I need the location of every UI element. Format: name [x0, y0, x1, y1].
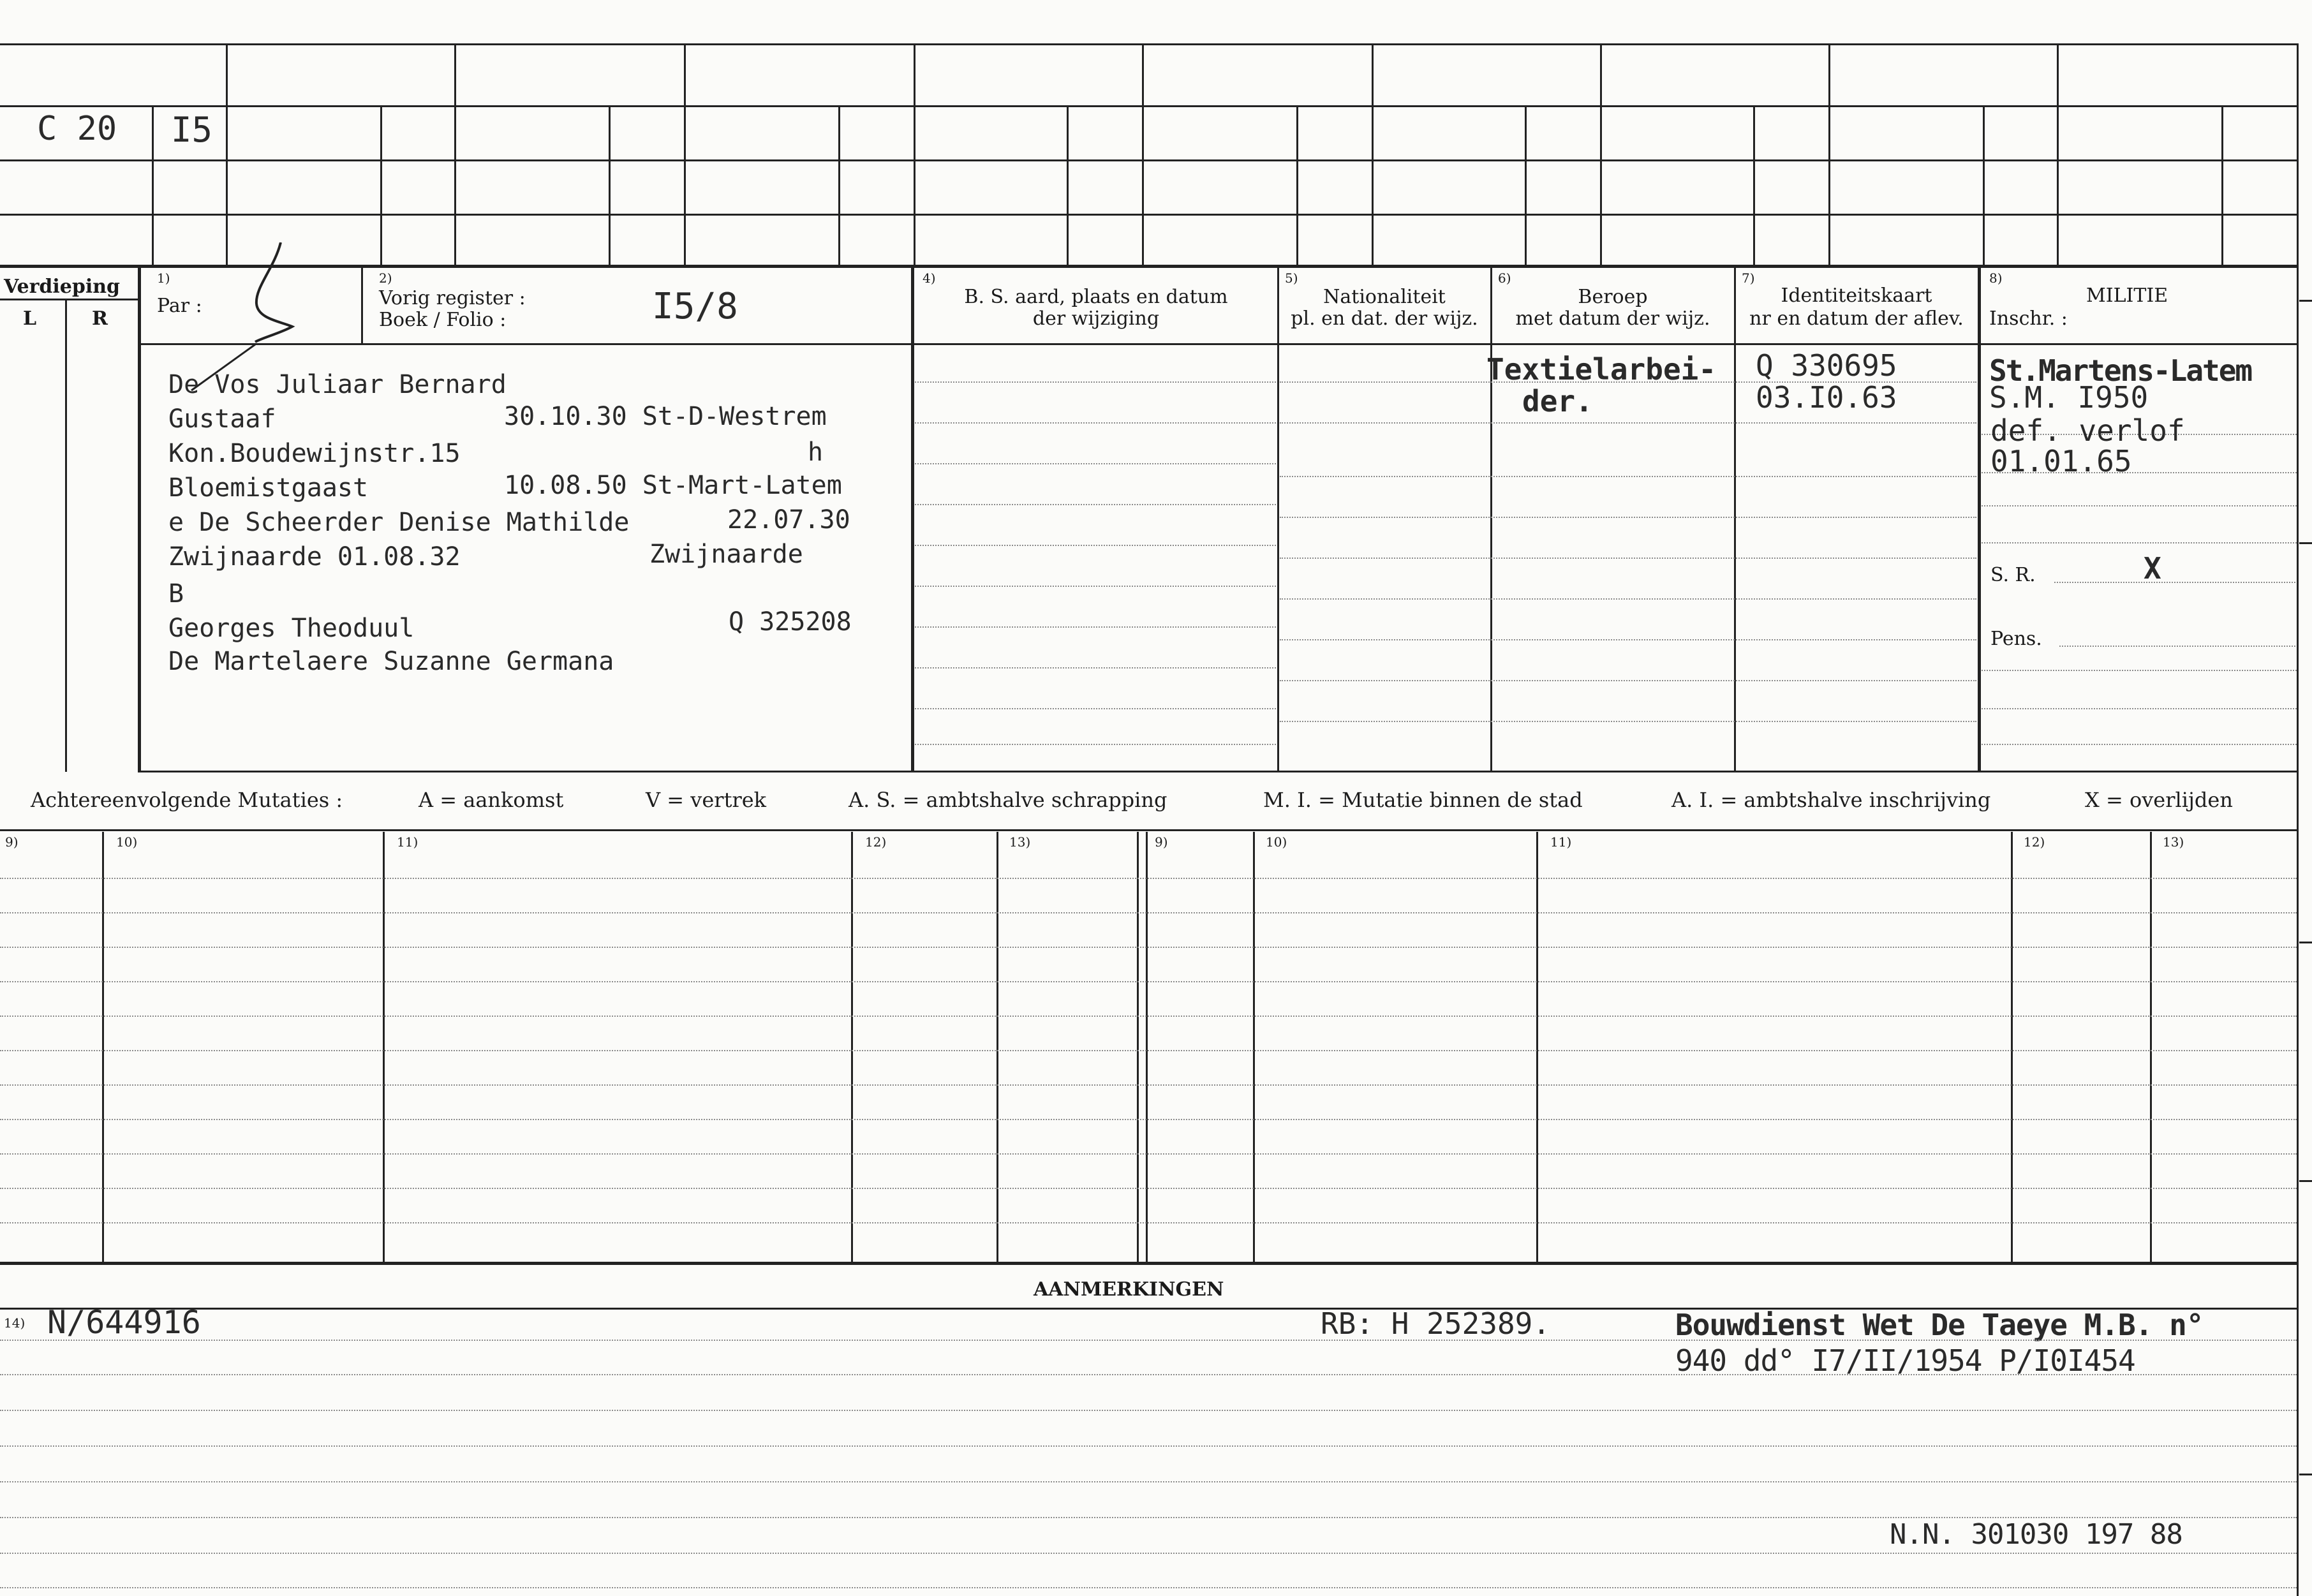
- pens-dotted: [2059, 646, 2295, 647]
- mut-col-13-left: 13): [1009, 834, 1031, 850]
- aanmerkingen-bouwdienst-2: 940 dd° I7/II/1954 P/I0I454: [1675, 1343, 2135, 1378]
- rule: [0, 265, 2297, 268]
- dotted-row: [0, 1410, 2297, 1411]
- dotted-row: [1280, 639, 1976, 640]
- dotted-row: [0, 1553, 2297, 1554]
- bs-header-1: B. S. aard, plaats en datum: [964, 286, 1228, 308]
- mut-col: [851, 832, 853, 1262]
- bs-number: 4): [923, 270, 936, 286]
- rule: [0, 299, 139, 300]
- legend-v: V = vertrek: [646, 788, 767, 812]
- verdieping-r: R: [92, 307, 108, 330]
- aanmerkingen-rb: RB: H 252389.: [1321, 1306, 1551, 1341]
- dotted-row: [1280, 598, 1976, 600]
- militie-number: 8): [1989, 270, 2003, 286]
- militie-status: def. verlof: [1990, 413, 2185, 448]
- mut-col-12-left: 12): [865, 834, 887, 850]
- mut-col: [1536, 832, 1538, 1262]
- militie-year: S.M. I950: [1989, 380, 2149, 415]
- dotted-row: [0, 1374, 2297, 1375]
- tick: [2299, 300, 2312, 302]
- mut-col: [2150, 832, 2152, 1262]
- col-line: [1734, 268, 1736, 772]
- vorig-register-value: I5/8: [652, 286, 738, 327]
- dotted-row: [1982, 670, 2297, 671]
- dotted-row: [1280, 476, 1976, 477]
- dotted-row: [1982, 744, 2297, 745]
- col-line: [65, 299, 67, 772]
- col-line: [911, 268, 914, 772]
- dotted-row: [0, 1222, 2297, 1223]
- dotted-row: [1280, 558, 1976, 559]
- grid-col: [1753, 105, 1755, 265]
- nat-header-1: Nationaliteit: [1323, 286, 1446, 308]
- grid-col: [1296, 105, 1298, 265]
- legend-as: A. S. = ambtshalve schrapping: [848, 788, 1167, 812]
- person-line-8-name: Georges Theoduul: [168, 614, 415, 643]
- pens-label: Pens.: [1990, 628, 2042, 650]
- mutaties-title: Achtereenvolgende Mutaties :: [31, 788, 343, 812]
- person-line-3-mark: h: [808, 438, 824, 467]
- sr-dotted: [2054, 582, 2295, 583]
- mut-col-13-right: 13): [2163, 834, 2184, 850]
- sr-label: S. R.: [1990, 564, 2036, 586]
- legend-ai: A. I. = ambtshalve inschrijving: [1671, 788, 1991, 812]
- grid-col: [454, 43, 456, 265]
- beroep-value-1: Textielarbei-: [1486, 352, 1717, 387]
- dotted-row: [915, 422, 1276, 424]
- tick: [2299, 1180, 2312, 1182]
- rule: [138, 771, 2297, 772]
- person-line-1: De Vos Juliaar Bernard: [168, 370, 507, 399]
- dotted-row: [0, 912, 2297, 913]
- right-edge: [2297, 43, 2299, 1596]
- verdieping-l: L: [23, 307, 37, 330]
- mut-col-10-left: 10): [116, 834, 138, 850]
- vorig-number: 2): [379, 270, 392, 286]
- grid-col: [914, 43, 915, 265]
- grid-col: [1828, 43, 1830, 265]
- legend-x: X = overlijden: [2085, 788, 2233, 812]
- grid-col: [2221, 105, 2223, 265]
- person-line-9: De Martelaere Suzanne Germana: [168, 647, 614, 676]
- mut-col: [1146, 832, 1148, 1262]
- verdieping-label: Verdieping: [4, 276, 121, 298]
- dotted-row: [915, 744, 1276, 745]
- aanmerkingen-bouwdienst-1: Bouwdienst Wet De Taeye M.B. n°: [1675, 1308, 2204, 1342]
- rule: [0, 214, 2297, 216]
- militie-place: St.Martens-Latem: [1989, 353, 2252, 388]
- mut-col: [383, 832, 385, 1262]
- boek-folio-label: Boek / Folio :: [379, 309, 507, 331]
- dotted-row: [1982, 708, 2297, 709]
- person-line-2-info: 30.10.30 St-D-Westrem: [504, 402, 827, 431]
- rule: [0, 105, 2297, 107]
- dotted-row: [1280, 422, 1976, 424]
- id-number: 7): [1742, 270, 1755, 286]
- grid-col: [609, 105, 611, 265]
- beroep-value-2: der.: [1522, 384, 1593, 418]
- grid-col: [226, 43, 228, 265]
- bs-header-2: der wijziging: [1032, 307, 1160, 330]
- dotted-row: [915, 463, 1276, 464]
- col-line: [1277, 268, 1279, 772]
- vorig-register-label: Vorig register :: [379, 287, 526, 309]
- grid-col: [1067, 105, 1069, 265]
- dotted-row: [915, 504, 1276, 505]
- dotted-row: [0, 1340, 2297, 1341]
- dotted-row: [0, 1153, 2297, 1155]
- nat-header-2: pl. en dat. der wijz.: [1291, 307, 1478, 330]
- aanmerkingen-number: 14): [4, 1315, 26, 1331]
- person-line-2-name: Gustaaf: [168, 404, 276, 434]
- person-line-4-info: 10.08.50 St-Mart-Latem: [504, 471, 842, 500]
- dotted-row: [0, 1084, 2297, 1086]
- dotted-row: [1982, 542, 2297, 543]
- person-line-4-job: Bloemistgaast: [168, 473, 369, 503]
- rule: [0, 829, 2297, 831]
- dotted-row: [0, 1016, 2297, 1017]
- mut-col-9-right: 9): [1155, 834, 1168, 850]
- rule: [139, 343, 2297, 345]
- tick: [2299, 1474, 2312, 1475]
- col-line: [1490, 268, 1492, 772]
- dotted-row: [0, 1587, 2297, 1588]
- grid-col: [838, 105, 840, 265]
- person-line-8-code: Q 325208: [729, 607, 852, 637]
- aanmerkingen-nr: N/644916: [47, 1304, 201, 1341]
- par-label: Par :: [157, 295, 202, 317]
- dotted-row: [915, 545, 1276, 546]
- mut-col-10-right: 10): [1266, 834, 1287, 850]
- id-header-1: Identiteitskaart: [1781, 284, 1932, 307]
- dotted-row: [0, 1050, 2297, 1051]
- sr-value: X: [2144, 551, 2161, 586]
- dotted-row: [915, 381, 1276, 383]
- mut-col-12-right: 12): [2024, 834, 2045, 850]
- grid-col: [1525, 105, 1527, 265]
- col-line: [138, 268, 141, 772]
- person-line-5-date: 22.07.30: [727, 505, 850, 535]
- dotted-row: [0, 981, 2297, 982]
- person-line-6-place2: Zwijnaarde: [649, 540, 803, 569]
- rule: [0, 1262, 2297, 1265]
- aanmerkingen-title: AANMERKINGEN: [1034, 1278, 1224, 1301]
- militie-label: MILITIE: [2086, 284, 2168, 307]
- dotted-row: [0, 947, 2297, 948]
- col-line: [1978, 268, 1981, 772]
- rule: [0, 43, 2297, 45]
- dotted-row: [0, 1481, 2297, 1482]
- inschr-label: Inschr. :: [1989, 307, 2068, 330]
- dotted-row: [1280, 680, 1976, 681]
- rule: [0, 159, 2297, 161]
- grid-col: [1983, 105, 1985, 265]
- dotted-row: [0, 1445, 2297, 1447]
- national-number: N.N. 301030 197 88: [1890, 1518, 2182, 1551]
- identiteit-date: 03.I0.63: [1756, 380, 1897, 415]
- person-line-3-address: Kon.Boudewijnstr.15: [168, 439, 461, 468]
- identiteit-number: Q 330695: [1756, 348, 1897, 383]
- tick: [2299, 942, 2312, 943]
- person-line-6-place: Zwijnaarde 01.08.32: [168, 542, 461, 572]
- grid-col: [1142, 43, 1144, 265]
- code-1: C 20: [37, 110, 117, 148]
- beroep-header-2: met datum der wijz.: [1515, 307, 1710, 330]
- legend-mi: M. I. = Mutatie binnen de stad: [1263, 788, 1583, 812]
- mut-col-9-left: 9): [5, 834, 19, 850]
- grid-col: [2057, 43, 2059, 265]
- mut-col: [2011, 832, 2013, 1262]
- mut-col: [102, 832, 104, 1262]
- person-line-5-name: e De Scheerder Denise Mathilde: [168, 508, 630, 537]
- grid-col: [152, 105, 154, 265]
- beroep-header-1: Beroep: [1578, 286, 1648, 308]
- militie-date: 01.01.65: [1990, 444, 2132, 478]
- grid-col: [684, 43, 686, 265]
- mut-col: [1253, 832, 1255, 1262]
- id-header-2: nr en datum der aflev.: [1749, 307, 1964, 330]
- mut-col-11-right: 11): [1550, 834, 1572, 850]
- mut-col-11-left: 11): [397, 834, 419, 850]
- dotted-row: [1982, 505, 2297, 506]
- nat-number: 5): [1285, 270, 1298, 286]
- dotted-row: [1280, 517, 1976, 518]
- dotted-row: [915, 626, 1276, 628]
- mut-col: [1137, 832, 1139, 1262]
- grid-col: [1600, 43, 1602, 265]
- beroep-number: 6): [1498, 270, 1511, 286]
- legend-a: A = aankomst: [419, 788, 564, 812]
- grid-col: [380, 105, 382, 265]
- code-2: I5: [171, 110, 213, 150]
- dotted-row: [0, 1188, 2297, 1189]
- dotted-row: [915, 667, 1276, 669]
- grid-col: [1372, 43, 1374, 265]
- col-line: [361, 268, 363, 344]
- dotted-row: [915, 586, 1276, 587]
- par-number: 1): [157, 270, 170, 286]
- mut-col: [997, 832, 998, 1262]
- dotted-row: [0, 878, 2297, 879]
- person-line-7: B: [168, 579, 184, 609]
- dotted-row: [1280, 721, 1976, 722]
- dotted-row: [915, 708, 1276, 709]
- tick: [2299, 542, 2312, 544]
- dotted-row: [0, 1119, 2297, 1120]
